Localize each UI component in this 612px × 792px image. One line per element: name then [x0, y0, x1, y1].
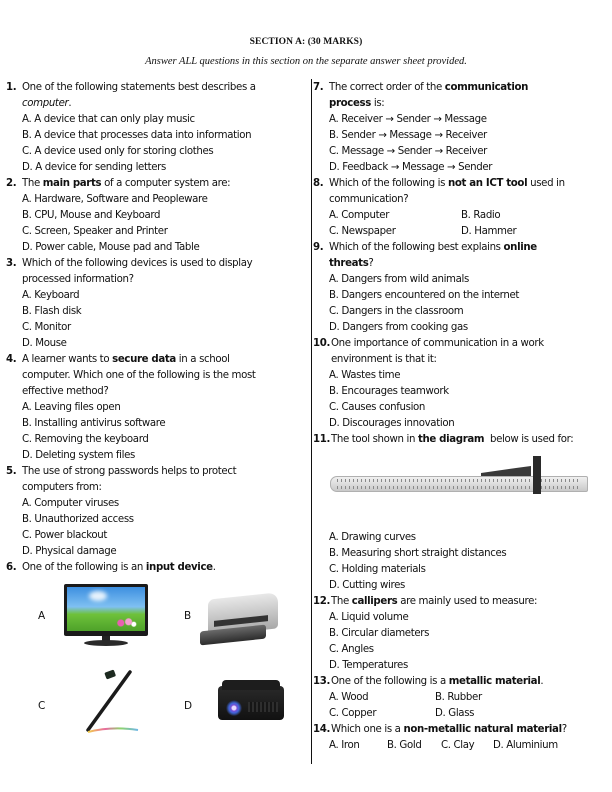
option-d: D. Physical damage — [22, 546, 117, 557]
option-a: A. Iron — [329, 740, 360, 751]
left-column — [6, 80, 306, 750]
image-options-grid — [6, 580, 306, 750]
option-c: C. Monitor — [22, 322, 71, 333]
option-b: B. Encourages teamwork — [329, 386, 449, 397]
question-number: 11. — [313, 434, 330, 445]
question-14 — [313, 722, 608, 754]
option-c: C. Newspaper — [329, 226, 396, 237]
option-a: A. Liquid volume — [329, 612, 409, 623]
right-column — [313, 80, 608, 754]
options-row-1 — [313, 690, 608, 706]
question-1 — [6, 80, 306, 176]
question-number: 1. — [6, 82, 17, 93]
option-a: A. Drawing curves — [329, 532, 416, 543]
option-a: A. Leaving files open — [22, 402, 121, 413]
option-c: C. A device used only for storing clothes — [22, 146, 214, 157]
question-number: 2. — [6, 178, 17, 189]
question-stem: One of the following statements best describes a computer. — [22, 82, 256, 109]
question-number: 10. — [313, 338, 330, 349]
options-row-2 — [313, 224, 608, 240]
option-d: D. A device for sending letters — [22, 162, 166, 173]
image-option-label-d: D — [184, 700, 192, 712]
option-b: B. Radio — [461, 210, 501, 221]
column-divider — [311, 79, 312, 764]
option-b: B. Flash disk — [22, 306, 82, 317]
question-stem: Which of the following best explains online threats? — [329, 242, 537, 269]
option-c: C. Screen, Speaker and Printer — [22, 226, 168, 237]
option-b: B. Unauthorized access — [22, 514, 134, 525]
question-11 — [313, 432, 608, 594]
question-stem: A learner wants to secure data in a school computer. Which one of the following is the most effective method? — [22, 354, 256, 397]
option-d: D. Deleting system files — [22, 450, 136, 461]
option-d: D. Power cable, Mouse pad and Table — [22, 242, 200, 253]
image-option-label-c: C — [38, 700, 45, 712]
question-5 — [6, 464, 306, 560]
question-stem: The tool shown in the diagram below is used for: — [331, 434, 574, 445]
question-6 — [6, 560, 306, 750]
option-a: A. Computer viruses — [22, 498, 119, 509]
option-a: A. Hardware, Software and Peopleware — [22, 194, 208, 205]
option-a: A. Wastes time — [329, 370, 401, 381]
option-d: D. Cutting wires — [329, 580, 405, 591]
question-number: 3. — [6, 258, 17, 269]
question-number: 6. — [6, 562, 17, 573]
options-row-1 — [313, 208, 608, 224]
question-number: 7. — [313, 82, 324, 93]
printer-image — [200, 590, 286, 650]
question-9 — [313, 240, 608, 336]
option-a: A. Keyboard — [22, 290, 80, 301]
question-number: 9. — [313, 242, 324, 253]
depth-gauge-clip — [481, 466, 531, 476]
option-d: D. Aluminium — [493, 740, 558, 751]
option-a: A. A device that can only play music — [22, 114, 195, 125]
question-13 — [313, 674, 608, 722]
option-c: C. Message → Sender → Receiver — [329, 146, 487, 157]
option-b: B. Sender → Message → Receiver — [329, 130, 487, 141]
question-12 — [313, 594, 608, 674]
question-10 — [313, 336, 608, 432]
question-7 — [313, 80, 608, 176]
option-d: D. Discourages innovation — [329, 418, 455, 429]
question-number: 14. — [313, 724, 330, 735]
question-number: 12. — [313, 596, 330, 607]
option-c: C. Power blackout — [22, 530, 108, 541]
section-title: SECTION A: (30 MARKS) — [249, 37, 363, 47]
option-c: C. Angles — [329, 644, 374, 655]
option-d: D. Feedback → Message → Sender — [329, 162, 493, 173]
question-stem: The callipers are mainly used to measure: — [331, 596, 538, 607]
option-b: B. Gold — [387, 740, 422, 751]
question-stem: One of the following is an input device. — [22, 562, 216, 573]
depth-gauge-head — [533, 456, 541, 494]
image-option-label-a: A — [38, 610, 45, 622]
question-number: 5. — [6, 466, 17, 477]
option-b: B. Installing antivirus software — [22, 418, 166, 429]
option-d: D. Temperatures — [329, 660, 408, 671]
question-stem: Which one is a non-metallic natural material? — [331, 724, 567, 735]
option-d: D. Glass — [435, 708, 475, 719]
option-c: C. Causes confusion — [329, 402, 426, 413]
question-stem: Which of the following is not an ICT tool used in communication? — [329, 178, 565, 205]
question-number: 4. — [6, 354, 17, 365]
options-row — [313, 738, 608, 754]
question-stem: The main parts of a computer system are: — [22, 178, 231, 189]
option-a: A. Dangers from wild animals — [329, 274, 469, 285]
question-stem: The correct order of the communication process is: — [329, 82, 529, 109]
projector-image — [218, 680, 288, 724]
question-stem: One of the following is a metallic material. — [331, 676, 544, 687]
question-stem: Which of the following devices is used to display processed information? — [22, 258, 253, 285]
option-c: C. Dangers in the classroom — [329, 306, 464, 317]
option-b: B. Measuring short straight distances — [329, 548, 507, 559]
question-stem: One importance of communication in a work environment is that it: — [331, 338, 544, 365]
ruler-blade — [330, 476, 588, 492]
option-b: B. Circular diameters — [329, 628, 430, 639]
option-a: A. Wood — [329, 692, 369, 703]
monitor-image — [64, 584, 150, 648]
question-number: 8. — [313, 178, 324, 189]
option-b: B. Dangers encountered on the internet — [329, 290, 520, 301]
options-row-2 — [313, 706, 608, 722]
option-d: D. Hammer — [461, 226, 517, 237]
option-c: C. Holding materials — [329, 564, 426, 575]
option-c: C. Removing the keyboard — [22, 434, 149, 445]
instructions: Answer ALL questions in this section on the separate answer sheet provided. — [145, 56, 467, 67]
option-c: C. Copper — [329, 708, 377, 719]
question-8 — [313, 176, 608, 240]
image-option-label-b: B — [184, 610, 191, 622]
question-3 — [6, 256, 306, 352]
option-b: B. Rubber — [435, 692, 482, 703]
option-d: D. Mouse — [22, 338, 67, 349]
option-d: D. Dangers from cooking gas — [329, 322, 468, 333]
question-number: 13. — [313, 676, 330, 687]
option-a: A. Receiver → Sender → Message — [329, 114, 487, 125]
option-b: B. A device that processes data into information — [22, 130, 252, 141]
question-4 — [6, 352, 306, 464]
question-stem: The use of strong passwords helps to protect computers from: — [22, 466, 237, 493]
option-c: C. Clay — [441, 740, 475, 751]
question-2 — [6, 176, 306, 256]
option-a: A. Computer — [329, 210, 390, 221]
stylus-pen-image — [76, 668, 148, 740]
steel-rule-image — [313, 450, 608, 530]
option-b: B. CPU, Mouse and Keyboard — [22, 210, 161, 221]
